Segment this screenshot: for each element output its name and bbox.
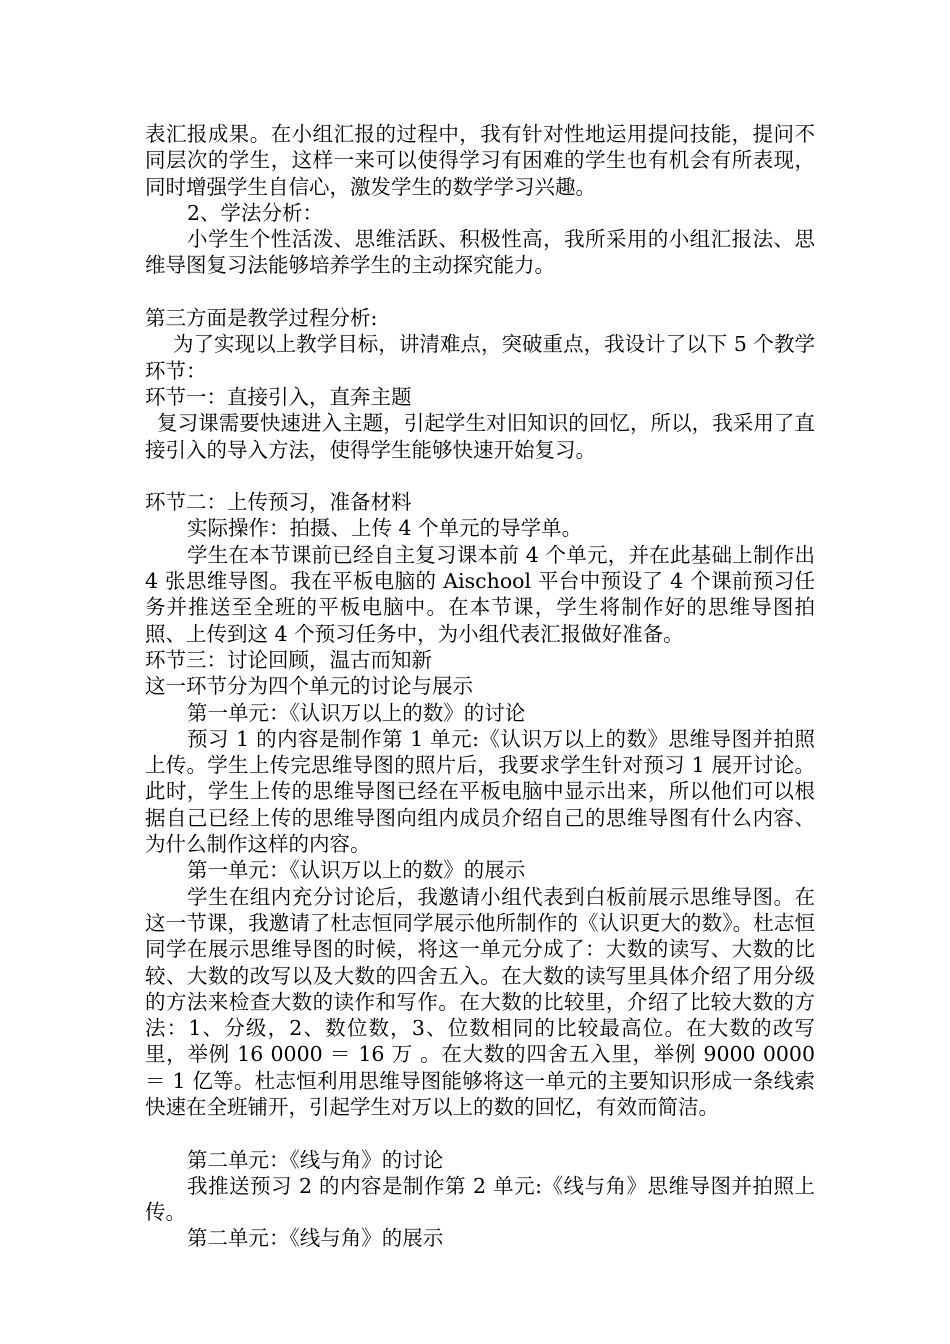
paragraph-teaching-design: 为了实现以上教学目标，讲清难点，突破重点，我设计了以下 5 个教学环节： [145, 332, 815, 383]
paragraph-study-method: 小学生个性活泼、思维活跃、积极性高，我所采用的小组汇报法、思维导图复习法能够培养学生的主动探究能力。 [145, 227, 815, 278]
blank-line [145, 279, 815, 305]
heading-step-one: 环节一：直接引入，直奔主题 [145, 384, 412, 409]
paragraph-unit-one-discussion: 预习 1 的内容是制作第 1 单元:《认识万以上的数》思维导图并拍照上传。学生上传完思维导图的照片后，我要求学生针对预习 1 展开讨论。此时，学生上传的思维导图已经在平板电脑中显示出来，所以他们可以根据自己已经上传的思维导图向组内成员介绍自己的思维导图有什么内容、为什么制作这样的内容。 [145, 726, 815, 857]
blank-line [145, 463, 815, 489]
paragraph-unit-one-display: 学生在组内充分讨论后，我邀请小组代表到白板前展示思维导图。在这一节课，我邀请了杜志恒同学展示他所制作的《认识更大的数》。杜志恒同学在展示思维导图的时候，将这一单元分成了：大数的读写、大数的比较、大数的改写以及大数的四舍五入。在大数的读写里具体介绍了用分级的方法来检查大数的读作和写作。在大数的比较里，介绍了比较大数的方法：1、分级，2、数位数，3、位数相同的比较最高位。在大数的改写里，举例 16 0000 ＝ 16 万 。在大数的四舍五入里，举例 9000 0000＝ 1 亿等。杜志恒利用思维导图能够将这一单元的主要知识形成一条线索快速在全班铺开，引起学生对万以上的数的回忆，有效而简洁。 [145, 884, 815, 1119]
paragraph-practical-operation: 实际操作：拍摄、上传 4 个单元的导学单。 [187, 516, 583, 541]
heading-unit-two-discussion: 第二单元：《线与角》的讨论 [187, 1147, 444, 1172]
document-page [145, 121, 815, 1252]
paragraph-step-two: 学生在本节课前已经自主复习课本前 4 个单元，并在此基础上制作出 4 张思维导图。我在平板电脑的 Aischool 平台中预设了 4 个课前预习任务并推送至全班的平板电脑中。在本节课，学生将制作好的思维导图拍照、上传到这 4 个预习任务中，为小组代表汇报做好准备。 [145, 542, 815, 646]
heading-unit-two-display: 第二单元：《线与角》的展示 [187, 1226, 444, 1251]
heading-unit-one-display: 第一单元：《认识万以上的数》的展示 [187, 858, 526, 883]
blank-line [145, 1120, 815, 1146]
heading-teaching-process: 第三方面是教学过程分析: [145, 306, 378, 331]
paragraph-step-three-intro: 这一环节分为四个单元的讨论与展示 [145, 674, 473, 699]
paragraph-step-one: 复习课需要快速进入主题，引起学生对旧知识的回忆，所以，我采用了直接引入的导入方法，使得学生能够快速开始复习。 [145, 411, 815, 462]
heading-unit-one-discussion: 第一单元：《认识万以上的数》的讨论 [187, 700, 526, 725]
paragraph-unit-two-discussion: 我推送预习 2 的内容是制作第 2 单元:《线与角》思维导图并拍照上传。 [145, 1173, 815, 1225]
heading-study-method-analysis: 2、学法分析： [187, 200, 324, 225]
heading-step-three: 环节三：讨论回顾，温古而知新 [145, 647, 432, 672]
heading-step-two: 环节二：上传预习，准备材料 [145, 490, 412, 515]
paragraph-report-results: 表汇报成果。在小组汇报的过程中，我有针对性地运用提问技能，提问不同层次的学生，这样一来可以使得学习有困难的学生也有机会有所表现，同时增强学生自信心，激发学生的数学学习兴趣。 [145, 122, 815, 199]
